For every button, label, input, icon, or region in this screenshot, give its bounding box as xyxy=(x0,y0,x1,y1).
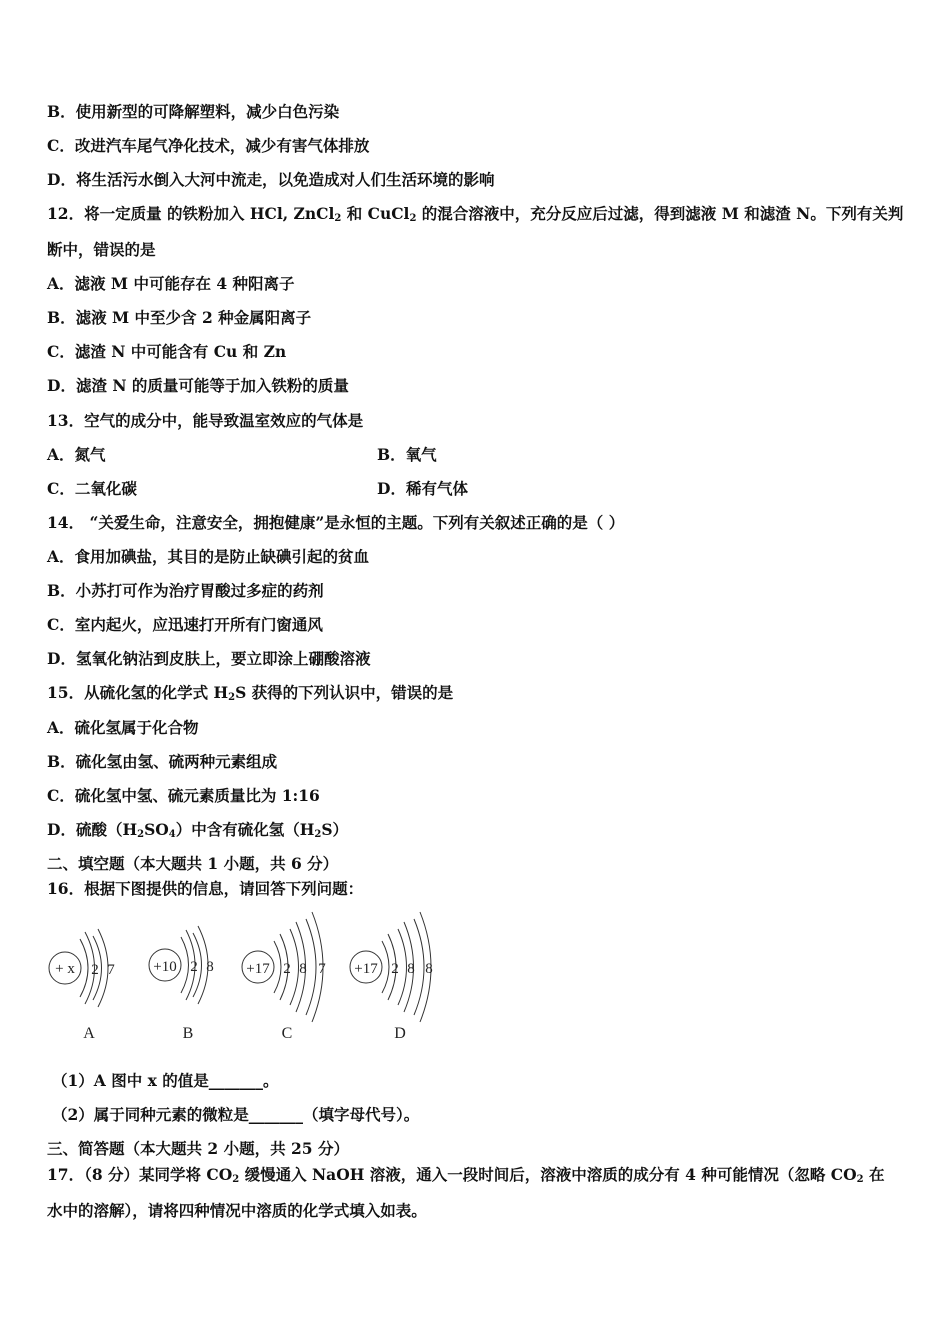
atom-b-shell-2: 8 xyxy=(206,959,214,975)
atom-c-shell-2: 8 xyxy=(299,961,307,977)
option-12c: C．滤渣 N 中可能含有 Cu 和 Zn xyxy=(47,342,287,361)
atom-structure-diagrams xyxy=(40,905,460,1055)
atom-a-shell-2: 7 xyxy=(107,962,115,978)
atom-c-label: C xyxy=(281,1025,293,1042)
option-14a: A．食用加碘盐，其目的是防止缺碘引起的贫血 xyxy=(47,547,370,566)
section-3-heading: 三、简答题（本大题共 2 小题，共 25 分） xyxy=(47,1139,349,1158)
option-11b: B．使用新型的可降解塑料，减少白色污染 xyxy=(47,102,340,121)
question-15: 15．从硫化氢的化学式 $H_2S$ 获得的下列认识中，错误的是 xyxy=(47,683,454,703)
question-17-cont: 水中的溶解），请将四种情况中溶质的化学式填入如表。 xyxy=(47,1201,427,1220)
atom-b-shell-1: 2 xyxy=(190,959,198,975)
option-13c: C．二氧化碳 xyxy=(47,479,137,498)
question-14: 14． “关爱生命，注意安全，拥抱健康”是永恒的主题。下列有关叙述正确的是（ ） xyxy=(47,513,625,532)
option-15a: A．硫化氢属于化合物 xyxy=(47,718,199,737)
section-2-heading: 二、填空题（本大题共 1 小题，共 6 分） xyxy=(47,854,339,873)
option-13a: A．氮气 xyxy=(47,445,106,464)
option-14d: D．氢氧化钠沾到皮肤上，要立即涂上硼酸溶液 xyxy=(47,649,371,668)
option-13b: B．氧气 xyxy=(377,445,437,464)
atom-d-charge: +17 xyxy=(354,961,378,977)
option-12d: D．滤渣 N 的质量可能等于加入铁粉的质量 xyxy=(47,376,349,395)
option-15d: D．硫酸$(H_2SO_4)$中含有硫化氢$(H_2S)$ xyxy=(47,820,349,840)
atom-b-charge: +10 xyxy=(153,959,177,975)
option-11c: C．改进汽车尾气净化技术，减少有害气体排放 xyxy=(47,136,370,155)
question-12-cont: 断中，错误的是 xyxy=(47,240,156,259)
option-13d: D．稀有气体 xyxy=(377,479,468,498)
question-17: 17．（8 分）某同学将 $CO_2$ 缓慢通入 NaOH 溶液，通入一段时间后，溶液中溶质的成分有 4 种可能情况（忽略 $CO_2$ 在 xyxy=(47,1165,885,1185)
question-16-part-2: （2）属于同种元素的微粒是_______（填字母代号）。 xyxy=(52,1105,420,1124)
atom-d-shell-2: 8 xyxy=(407,961,415,977)
atom-c-shell-1: 2 xyxy=(283,961,291,977)
option-11d: D．将生活污水倒入大河中流走，以免造成对人们生活环境的影响 xyxy=(47,170,495,189)
atom-a-label: A xyxy=(83,1025,95,1042)
option-14b: B．小苏打可作为治疗胃酸过多症的药剂 xyxy=(47,581,324,600)
question-16-part-1: （1）A 图中 x 的值是_______。 xyxy=(52,1071,279,1090)
question-16: 16．根据下图提供的信息，请回答下列问题： xyxy=(47,879,364,898)
atom-b-label: B xyxy=(182,1025,194,1042)
atom-d-label: D xyxy=(394,1025,406,1042)
option-12a: A．滤液 M 中可能存在 4 种阳离子 xyxy=(47,274,295,293)
atom-d-shell-3: 8 xyxy=(425,961,433,977)
option-15b: B．硫化氢由氢、硫两种元素组成 xyxy=(47,752,278,771)
atom-c-charge: +17 xyxy=(246,961,270,977)
option-14c: C．室内起火，应迅速打开所有门窗通风 xyxy=(47,615,323,634)
atom-c-shell-3: 7 xyxy=(318,961,326,977)
option-15c: C．硫化氢中氢、硫元素质量比为 1:16 xyxy=(47,786,320,805)
option-12b: B．滤液 M 中至少含 2 种金属阳离子 xyxy=(47,308,312,327)
atom-d-shell-1: 2 xyxy=(391,961,399,977)
atom-a-charge: + x xyxy=(55,961,75,977)
atom-a-shell-1: 2 xyxy=(91,962,99,978)
question-12: 12．将一定质量 的铁粉加入 HCl, ZnCl$_2$ 和 CuCl$_2$ 的混合溶液中，充分反应后过滤，得到滤液 M 和滤渣 N。下列有关判 xyxy=(47,204,904,224)
question-13: 13．空气的成分中，能导致温室效应的气体是 xyxy=(47,411,364,430)
